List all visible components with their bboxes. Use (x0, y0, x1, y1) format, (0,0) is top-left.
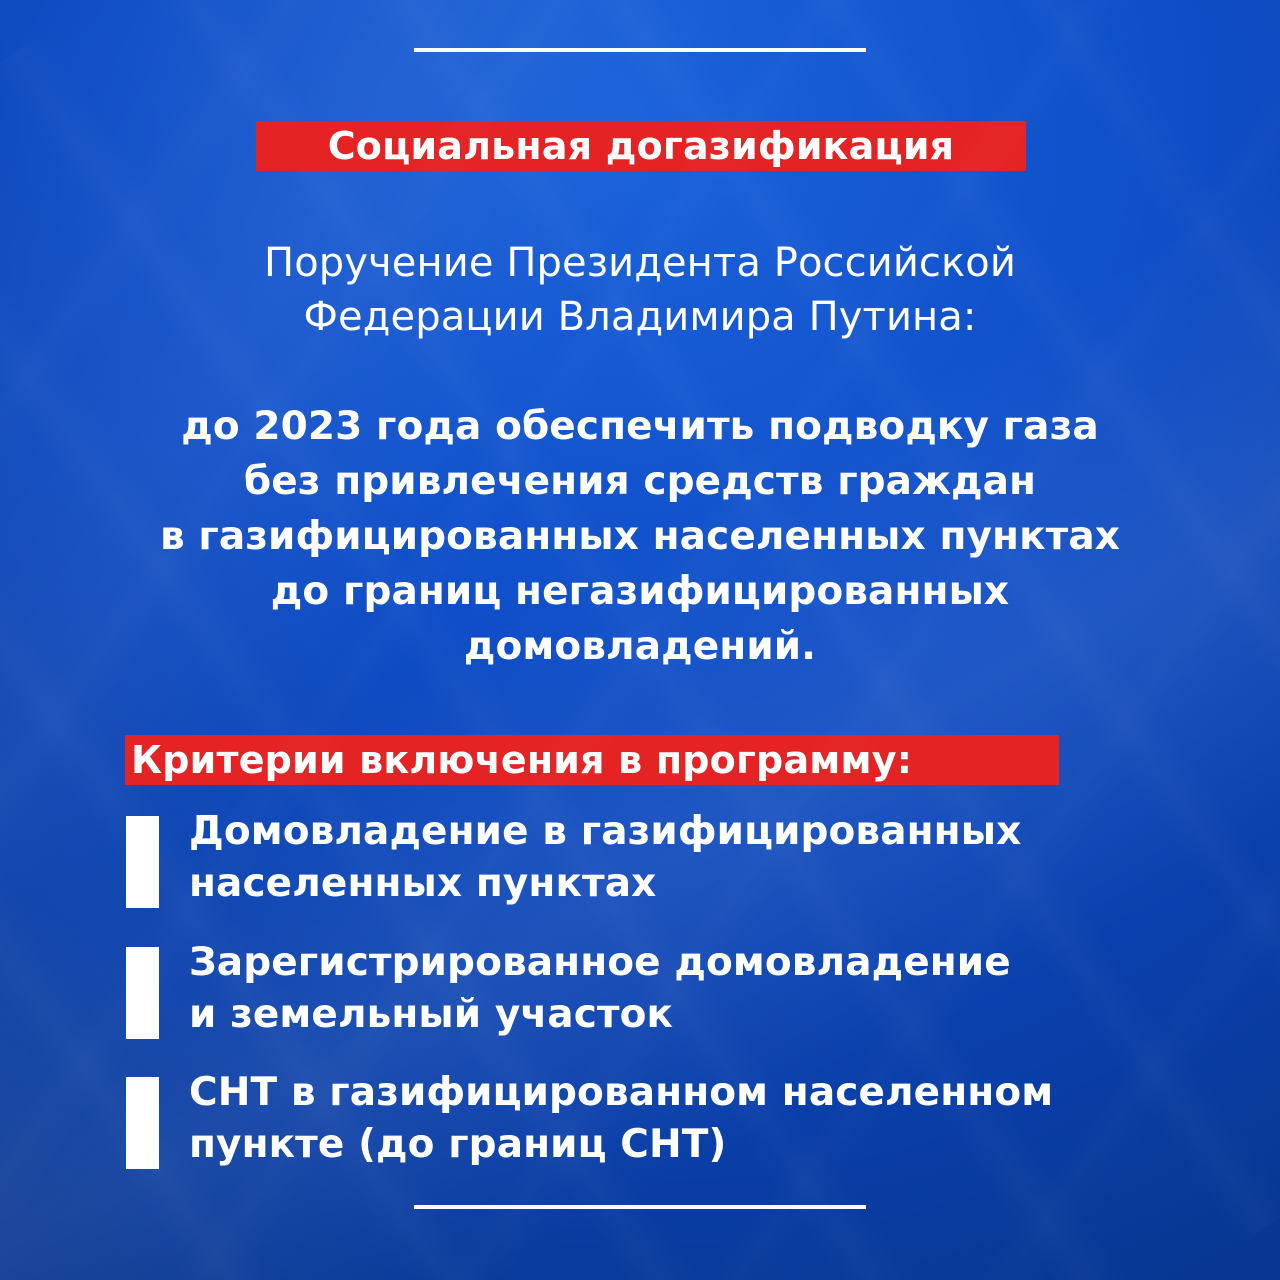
statement-line: до 2023 года обеспечить подводку газа (181, 404, 1099, 449)
criteria-item-text (189, 806, 1229, 910)
statement-line: в газифицированных населенных пунктах (159, 514, 1121, 559)
title-badge (256, 121, 1026, 171)
bottom-divider (414, 1205, 866, 1209)
subtitle (140, 236, 1140, 344)
criteria-item-line: населенных пунктах (189, 861, 657, 906)
criteria-heading-badge (125, 735, 1059, 785)
bullet-bar-icon (126, 947, 159, 1039)
bullet-bar-icon (126, 1077, 159, 1169)
subtitle-line: Федерации Владимира Путина: (303, 294, 977, 340)
subtitle-line: Поручение Президента Российской (264, 240, 1016, 286)
criteria-item-line: СНТ в газифицированном населенном (189, 1070, 1054, 1115)
criteria-item (126, 1067, 1236, 1171)
page-title: Социальная догазификация (327, 124, 955, 168)
bullet-bar-icon (126, 816, 159, 908)
criteria-item-line: Зарегистрированное домовладение (189, 940, 1011, 985)
statement-line: до границ негазифицированных (270, 569, 1010, 614)
criteria-item-text (189, 1067, 1229, 1171)
criteria-item (126, 806, 1236, 910)
statement-line: домовладений. (463, 624, 817, 669)
top-divider (414, 48, 866, 52)
criteria-item-line: Домовладение в газифицированных (189, 809, 1022, 854)
criteria-item (126, 937, 1236, 1041)
statement (90, 399, 1190, 674)
criteria-heading: Критерии включения в программу: (131, 738, 913, 782)
statement-line: без привлечения средств граждан (243, 459, 1037, 504)
criteria-item-text (189, 937, 1229, 1041)
criteria-item-line: и земельный участок (189, 992, 674, 1037)
criteria-item-line: пункте (до границ СНТ) (189, 1122, 727, 1167)
